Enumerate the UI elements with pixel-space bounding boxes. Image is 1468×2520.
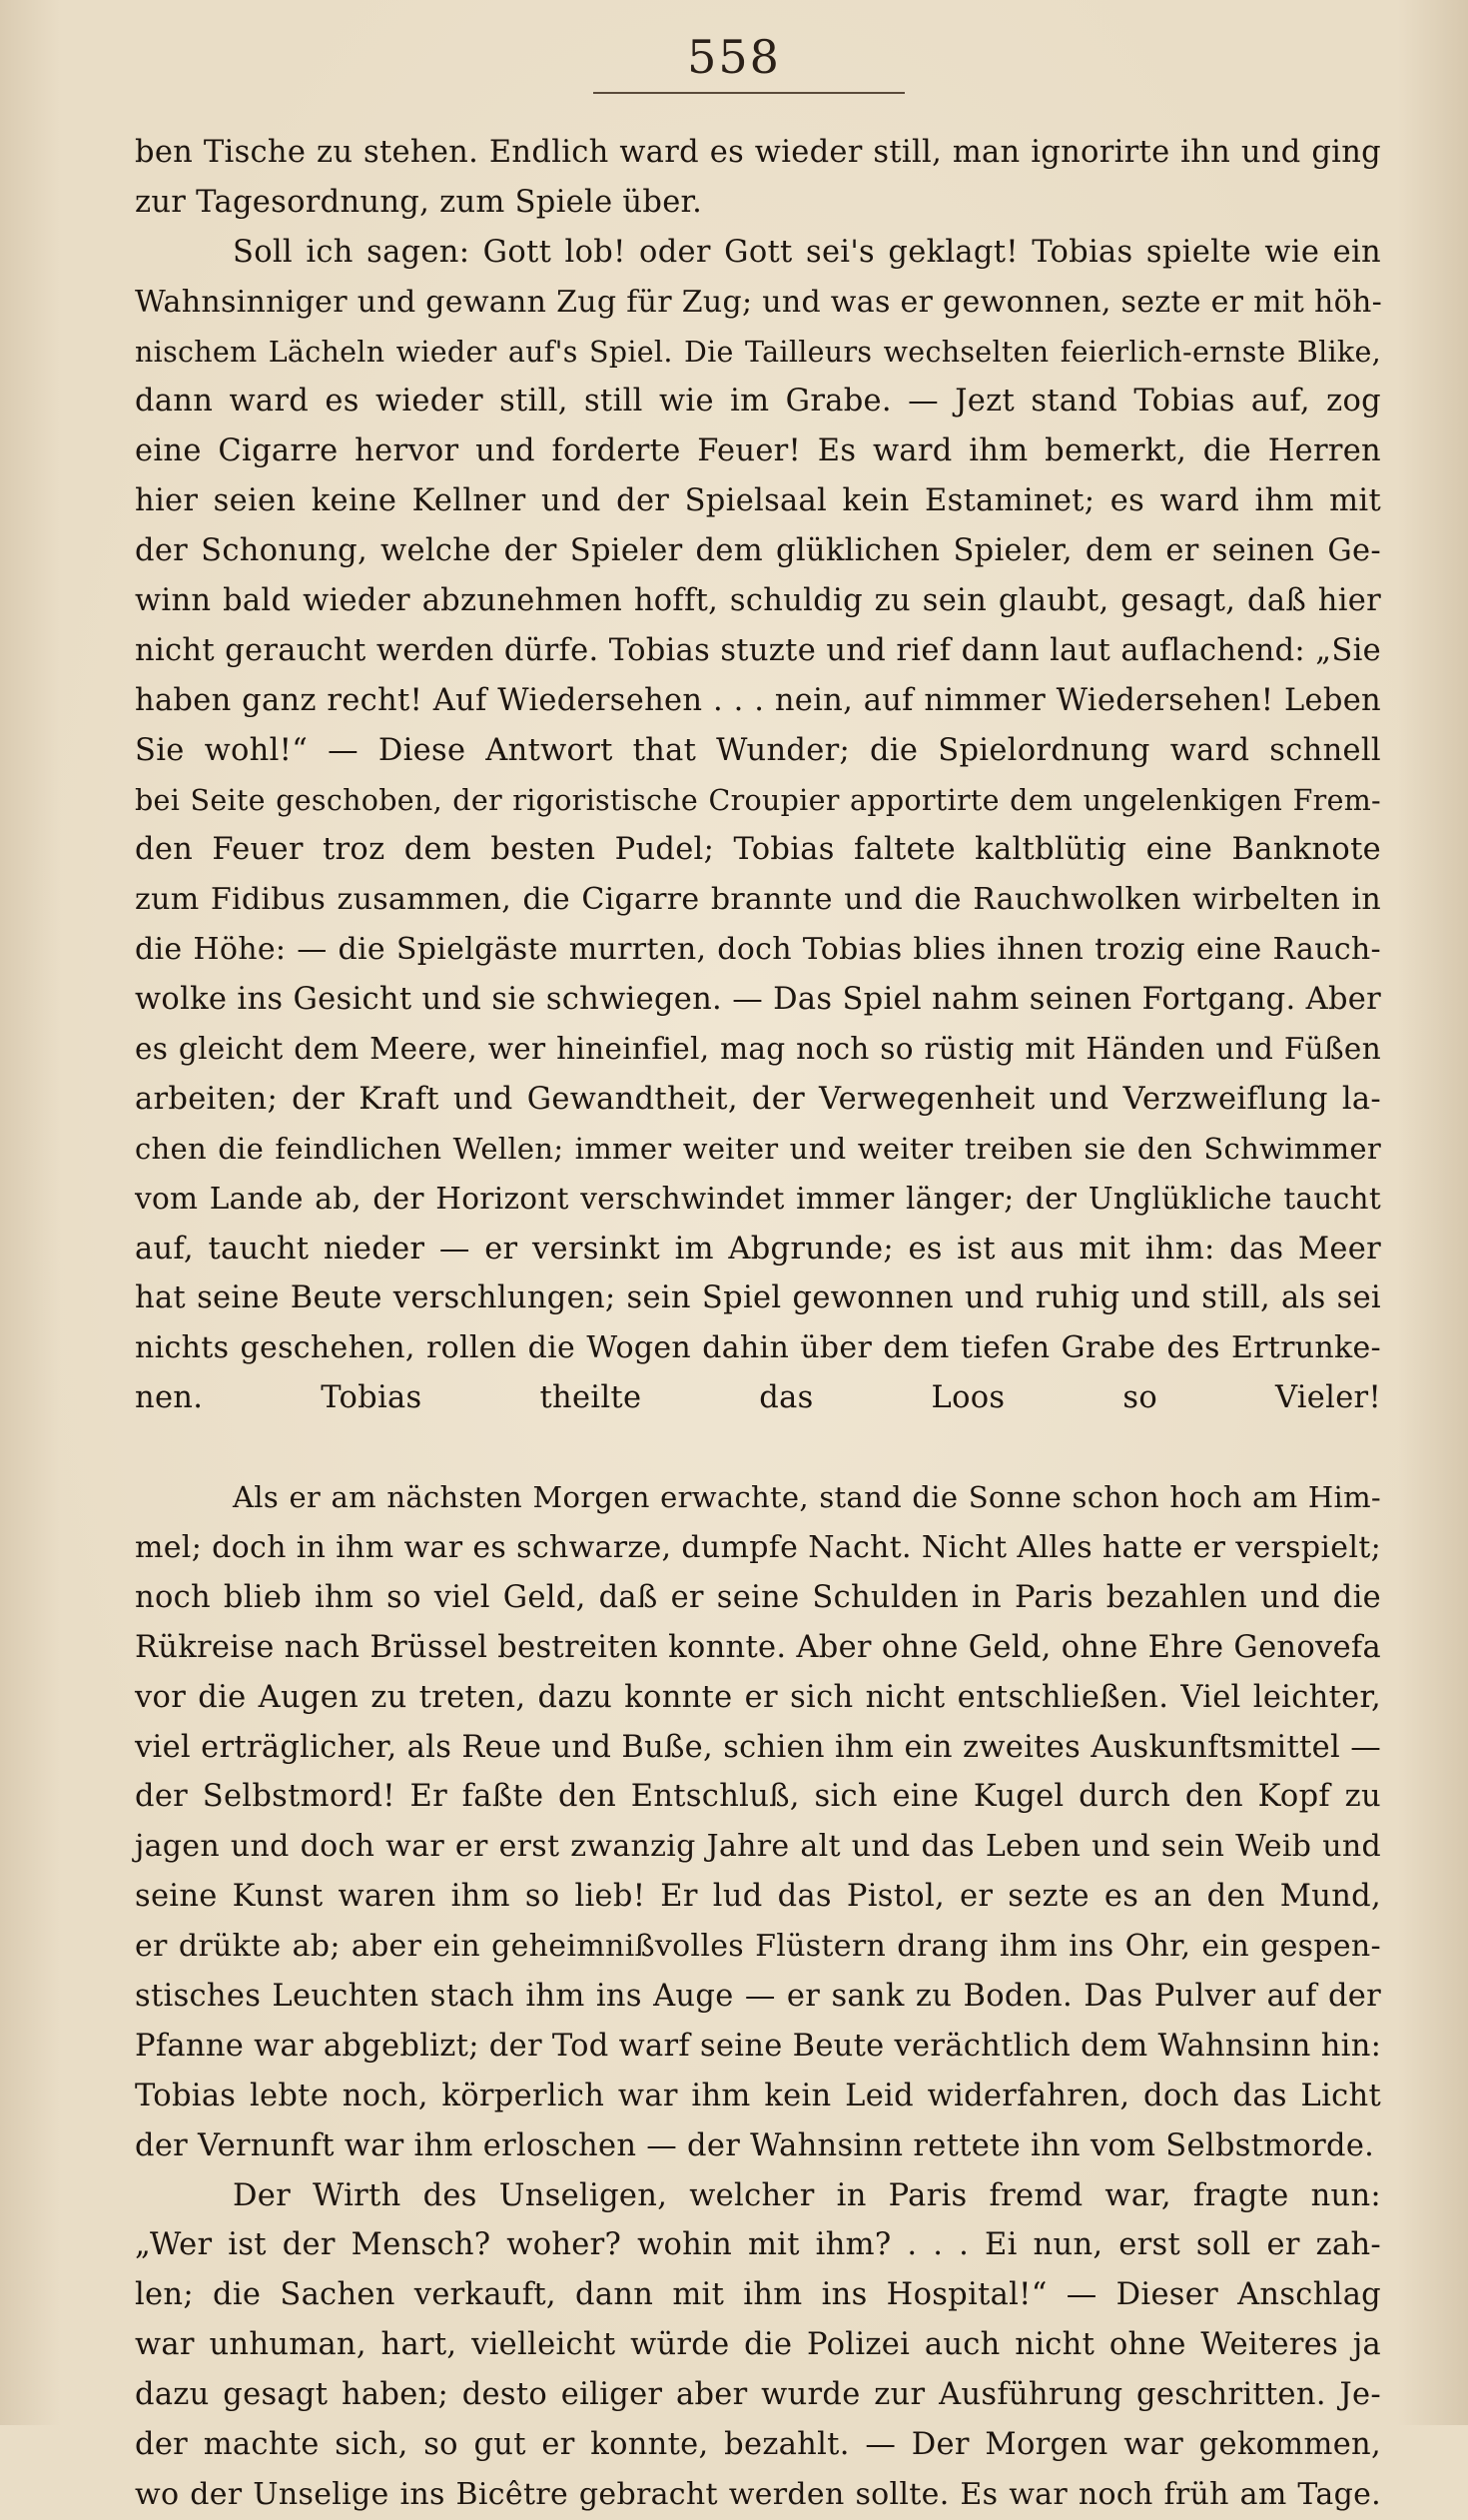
text-line: noch blieb ihm so viel Geld, daß er seine Schulden in Paris bezahlen und die xyxy=(135,1579,1381,1615)
text-line: war unhuman, hart, vielleicht würde die Polizei auch nicht ohne Weiteres ja xyxy=(135,2327,1381,2363)
text-line: Der Wirth des Unseligen, welcher in Paris fremd war, fragte nun: xyxy=(233,2177,1381,2213)
text-line: zur Tagesordnung, zum Spiele über. xyxy=(135,184,703,220)
text-line: nischem Lächeln wieder auf's Spiel. Die Tailleurs wechselten feierlich-ernste Blike, xyxy=(135,335,1381,369)
text-line: Tobias lebte noch, körperlich war ihm kein Leid widerfahren, doch das Licht xyxy=(135,2078,1381,2113)
text-line: arbeiten; der Kraft und Gewandtheit, der Verwegenheit und Verzweiflung la- xyxy=(135,1081,1381,1117)
text-line: vor die Augen zu treten, dazu konnte er sich nicht entschließen. Viel leichter, xyxy=(135,1679,1381,1715)
paragraph xyxy=(135,2171,1381,2520)
paragraph xyxy=(135,228,1381,1473)
paragraph xyxy=(135,128,1381,228)
text-line: mel; doch in ihm war es schwarze, dumpfe Nacht. Nicht Alles hatte er verspielt; xyxy=(135,1529,1381,1565)
text-line: Soll ich sagen: Gott lob! oder Gott sei's geklagt! Tobias spielte wie ein xyxy=(233,234,1381,270)
text-line xyxy=(135,1423,1381,1473)
page-number: 558 xyxy=(687,30,781,84)
text-line: er drükte ab; aber ein geheimnißvolles Flüstern drang ihm ins Ohr, ein gespen- xyxy=(135,1929,1381,1965)
text-line: eine Cigarre hervor und forderte Feuer! Es ward ihm bemerkt, die Herren xyxy=(135,433,1381,469)
text-line: haben ganz recht! Auf Wiedersehen . . . nein, auf nimmer Wiedersehen! Leben xyxy=(135,682,1381,718)
text-line: vom Lande ab, der Horizont verschwindet immer länger; der Unglükliche taucht xyxy=(135,1181,1381,1216)
text-line: nen. Tobias theilte das Loos so Vieler! xyxy=(135,1380,1381,1416)
text-line: der Selbstmord! Er faßte den Entschluß, sich eine Kugel durch den Kopf zu xyxy=(135,1779,1381,1815)
text-line: winn bald wieder abzunehmen hofft, schuldig zu sein glaubt, gesagt, daß hier xyxy=(135,583,1381,619)
text-line: wo der Unselige ins Bicêtre gebracht werden sollte. Es war noch früh am Tage. xyxy=(135,2476,1381,2512)
text-line: die Höhe: — die Spielgäste murrten, doch Tobias blies ihnen trozig eine Rauch- xyxy=(135,932,1381,968)
text-line: chen die feindlichen Wellen; immer weiter und weiter treiben sie den Schwimmer xyxy=(135,1131,1381,1166)
body-text xyxy=(135,128,1381,2520)
text-line: seine Kunst waren ihm so lieb! Er lud das Pistol, er sezte es an den Mund, xyxy=(135,1879,1381,1915)
text-line: len; die Sachen verkauft, dann mit ihm ins Hospital!“ — Dieser Anschlag xyxy=(135,2277,1381,2313)
paragraph xyxy=(135,1473,1381,2170)
text-line: jagen und doch war er erst zwanzig Jahre alt und das Leben und sein Weib und xyxy=(135,1829,1381,1865)
header-rule xyxy=(593,92,905,94)
text-line: zum Fidibus zusammen, die Cigarre brannte und die Rauchwolken wirbelten in xyxy=(135,882,1381,918)
text-line: Als er am nächsten Morgen erwachte, stand die Sonne schon hoch am Him- xyxy=(233,1480,1381,1515)
text-line: der Schonung, welche der Spieler dem glüklichen Spieler, dem er seinen Ge- xyxy=(135,533,1381,569)
text-line: „Wer ist der Mensch? woher? wohin mit ihm? . . . Ei nun, erst soll er zah- xyxy=(135,2227,1381,2263)
text-line: Pfanne war abgeblizt; der Tod warf seine Beute verächtlich dem Wahnsinn hin: xyxy=(135,2028,1382,2064)
text-line: ben Tische zu stehen. Endlich ward es wieder still, man ignorirte ihn und ging xyxy=(135,135,1381,170)
text-line: hier seien keine Kellner und der Spielsaal kein Estaminet; es ward ihm mit xyxy=(135,483,1381,519)
text-line: Sie wohl!“ — Diese Antwort that Wunder; die Spielordnung ward schnell xyxy=(135,732,1381,768)
text-line: dazu gesagt haben; desto eiliger aber wurde zur Ausführung geschritten. Je- xyxy=(135,2377,1381,2413)
text-line: den Feuer troz dem besten Pudel; Tobias faltete kaltblütig eine Banknote xyxy=(135,832,1381,868)
text-line: auf, taucht nieder — er versinkt im Abgrunde; es ist aus mit ihm: das Meer xyxy=(135,1231,1381,1266)
text-line: stisches Leuchten stach ihm ins Auge — er sank zu Boden. Das Pulver auf der xyxy=(135,1978,1381,2014)
text-line: der Vernunft war ihm erloschen — der Wahnsinn rettete ihn vom Selbstmorde. xyxy=(135,2127,1375,2163)
text-line: nichts geschehen, rollen die Wogen dahin über dem tiefen Grabe des Ertrunke- xyxy=(135,1330,1381,1366)
text-line: wolke ins Gesicht und sie schwiegen. — Das Spiel nahm seinen Fortgang. Aber xyxy=(135,982,1381,1018)
text-line: der machte sich, so gut er konnte, bezahlt. — Der Morgen war gekommen, xyxy=(135,2426,1381,2462)
text-line: Wahnsinniger und gewann Zug für Zug; und was er gewonnen, sezte er mit höh- xyxy=(135,284,1383,320)
text-line: bei Seite geschoben, der rigoristische Croupier apportirte dem ungelenkigen Frem- xyxy=(135,783,1381,817)
text-line: nicht geraucht werden dürfe. Tobias stuzte und rief dann laut auflachend: „Sie xyxy=(135,632,1381,668)
text-line: dann ward es wieder still, still wie im Grabe. — Jezt stand Tobias auf, zog xyxy=(135,384,1381,420)
text-line: Rükreise nach Brüssel bestreiten konnte. Aber ohne Geld, ohne Ehre Genovefa xyxy=(135,1629,1381,1665)
text-line: viel erträglicher, als Reue und Buße, schien ihm ein zweites Auskunftsmittel — xyxy=(135,1729,1381,1765)
text-line: es gleicht dem Meere, wer hineinfiel, mag noch so rüstig mit Händen und Füßen xyxy=(135,1032,1381,1067)
text-line: hat seine Beute verschlungen; sein Spiel gewonnen und ruhig und still, als sei xyxy=(135,1280,1381,1316)
